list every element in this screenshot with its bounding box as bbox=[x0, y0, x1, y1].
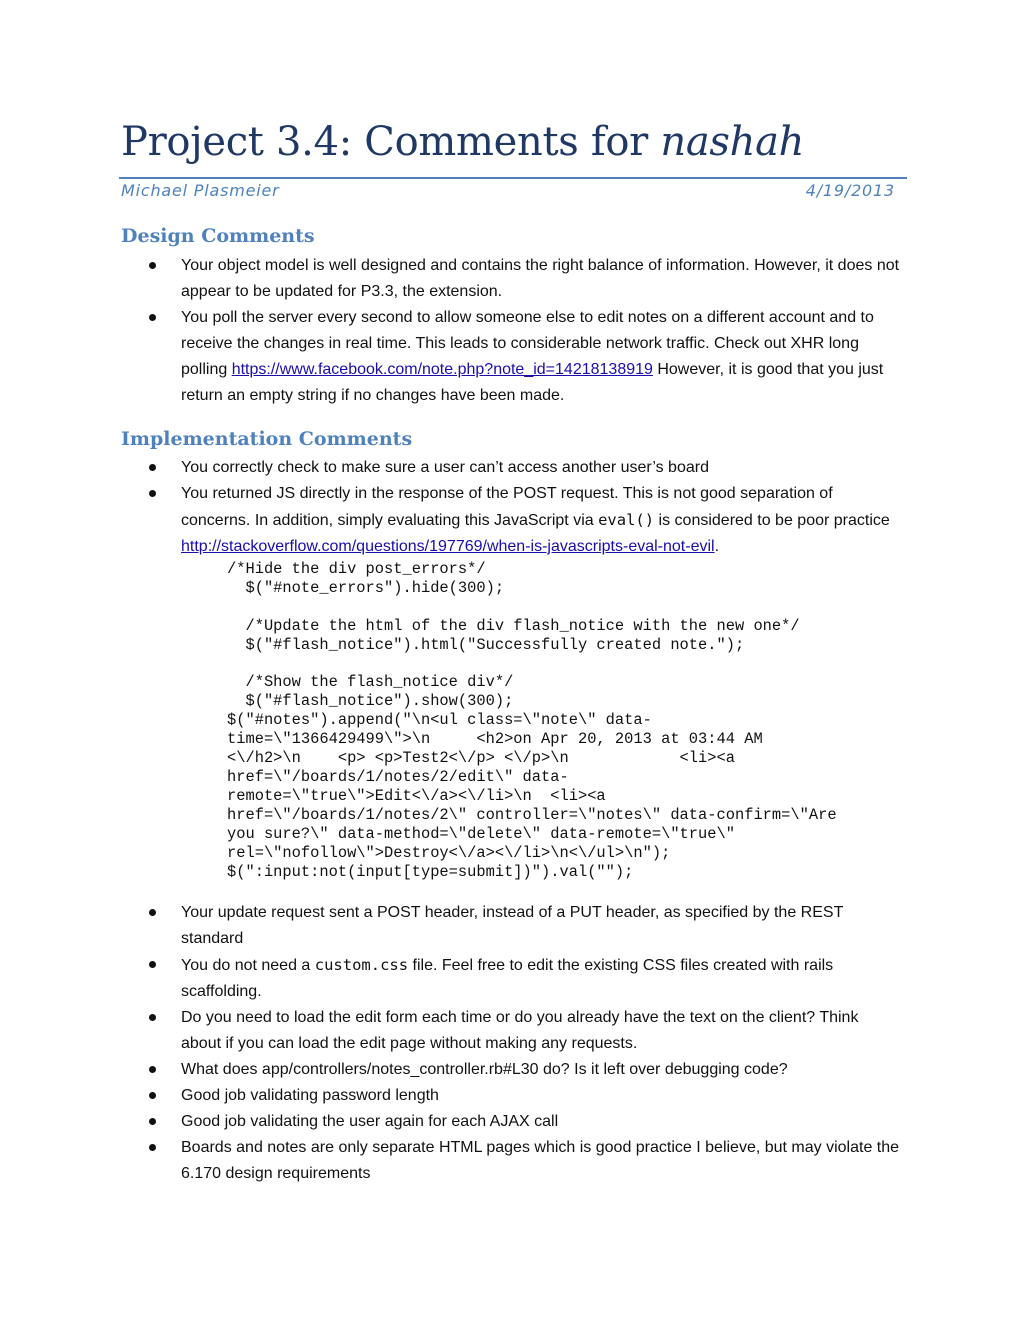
list-item-text: Good job validating password length bbox=[181, 1087, 439, 1104]
implementation-comments-list bbox=[0, 455, 900, 560]
list-item bbox=[0, 900, 900, 952]
list-item-text: However, it is good that you just return an empty string if no changes have been made. bbox=[181, 361, 884, 404]
code-block: /*Hide the div post_errors*/ $("#note_errors").hide(300); /*Update the html of the div flash_notice with the new one*/ $("#flash_notice").html("Successfully created note."); /*Show the flash_notice div*/ $("#flash_notice").show(300); $("#notes").append("\n<ul class=\"note\" data- time=\"1366429499\">\n <h2>on Apr 20, 2013 at 03:44 AM <\/h2>\n <p> <p>Test2<\/p> <\/p>\n <li><a href=\"/boards/1/notes/2/edit\" data- remote=\"true\">Edit<\/a><\/li>\n <li><a href=\"/boards/1/notes/2\" controller=\"notes\" data-confirm=\"Are you sure?\" data-method=\"delete\" data-remote=\"true\" rel=\"nofollow\">Destroy<\/a><\/li>\n<\/ul>\n"); $(":input:not(input[type=submit])").val(""); bbox=[227, 560, 837, 881]
list-item-text: What does app/controllers/notes_controller.rb#L30 do? Is it left over debugging code? bbox=[181, 1061, 788, 1078]
list-item bbox=[0, 455, 900, 481]
list-item-text: Do you need to load the edit form each time or do you already have the text on the client? Think about if you can load the edit page without making any requests. bbox=[181, 1009, 859, 1052]
list-item-text: You correctly check to make sure a user can’t access another user’s board bbox=[181, 459, 709, 476]
list-item-text: is considered to be poor practice bbox=[654, 512, 890, 529]
bullet-icon bbox=[149, 1144, 156, 1151]
document-date: 4/19/2013 bbox=[805, 181, 895, 200]
inline-code-eval: eval() bbox=[598, 511, 655, 529]
design-comments-list bbox=[0, 253, 900, 409]
list-item-text: You poll the server every second to allow someone else to edit notes on a different account and to receive the changes in real time. This leads to considerable network traffic. Check out XHR long polling bbox=[181, 309, 874, 378]
bullet-icon bbox=[149, 262, 156, 269]
document-subtitle bbox=[121, 181, 895, 200]
list-item bbox=[0, 1057, 900, 1083]
list-item-text: . bbox=[714, 538, 720, 555]
bullet-icon bbox=[149, 1066, 156, 1073]
list-item bbox=[0, 952, 900, 1005]
title-prefix: Project 3.4: Comments for bbox=[121, 119, 661, 165]
bullet-icon bbox=[149, 314, 156, 321]
list-item-text: file. Feel free to edit the existing CSS files created with rails scaffolding. bbox=[181, 957, 834, 1000]
list-item bbox=[0, 253, 900, 305]
list-item bbox=[0, 305, 900, 409]
list-item-text: You do not need a bbox=[181, 957, 315, 974]
list-item-text: Your update request sent a POST header, instead of a PUT header, as specified by the REST standard bbox=[181, 904, 844, 947]
list-item-text: Boards and notes are only separate HTML pages which is good practice I believe, but may violate the 6.170 design requirements bbox=[181, 1139, 900, 1182]
list-item bbox=[0, 1135, 900, 1187]
author-name: Michael Plasmeier bbox=[121, 181, 280, 200]
bullet-icon bbox=[149, 1014, 156, 1021]
bullet-icon bbox=[149, 909, 156, 916]
design-comments-heading: Design Comments bbox=[121, 225, 315, 247]
implementation-comments-heading: Implementation Comments bbox=[121, 428, 413, 450]
bullet-icon bbox=[149, 490, 156, 497]
list-item bbox=[0, 481, 900, 560]
title-student-name: nashah bbox=[660, 119, 805, 165]
title-divider bbox=[119, 177, 907, 179]
list-item bbox=[0, 1083, 900, 1109]
list-item bbox=[0, 1109, 900, 1135]
bullet-icon bbox=[149, 464, 156, 471]
bullet-icon bbox=[149, 1118, 156, 1125]
list-item-text: You returned JS directly in the response of the POST request. This is not good separation of concerns. In addition, simply evaluating this JavaScript via bbox=[181, 485, 833, 529]
implementation-comments-list-continued bbox=[0, 900, 900, 1187]
inline-code-custom-css: custom.css bbox=[314, 956, 409, 974]
list-item bbox=[0, 1005, 900, 1057]
facebook-note-link[interactable]: https://www.facebook.com/note.php?note_id=14218138919 bbox=[231, 361, 653, 378]
list-item-text: Your object model is well designed and contains the right balance of information. However, it does not appear to be updated for P3.3, the extension. bbox=[181, 257, 900, 300]
document-title bbox=[121, 120, 804, 164]
stackoverflow-link[interactable]: http://stackoverflow.com/questions/197769/when-is-javascripts-eval-not-evil bbox=[181, 538, 715, 555]
bullet-icon bbox=[149, 1092, 156, 1099]
list-item-text: Good job validating the user again for each AJAX call bbox=[181, 1113, 559, 1130]
bullet-icon bbox=[149, 961, 156, 968]
